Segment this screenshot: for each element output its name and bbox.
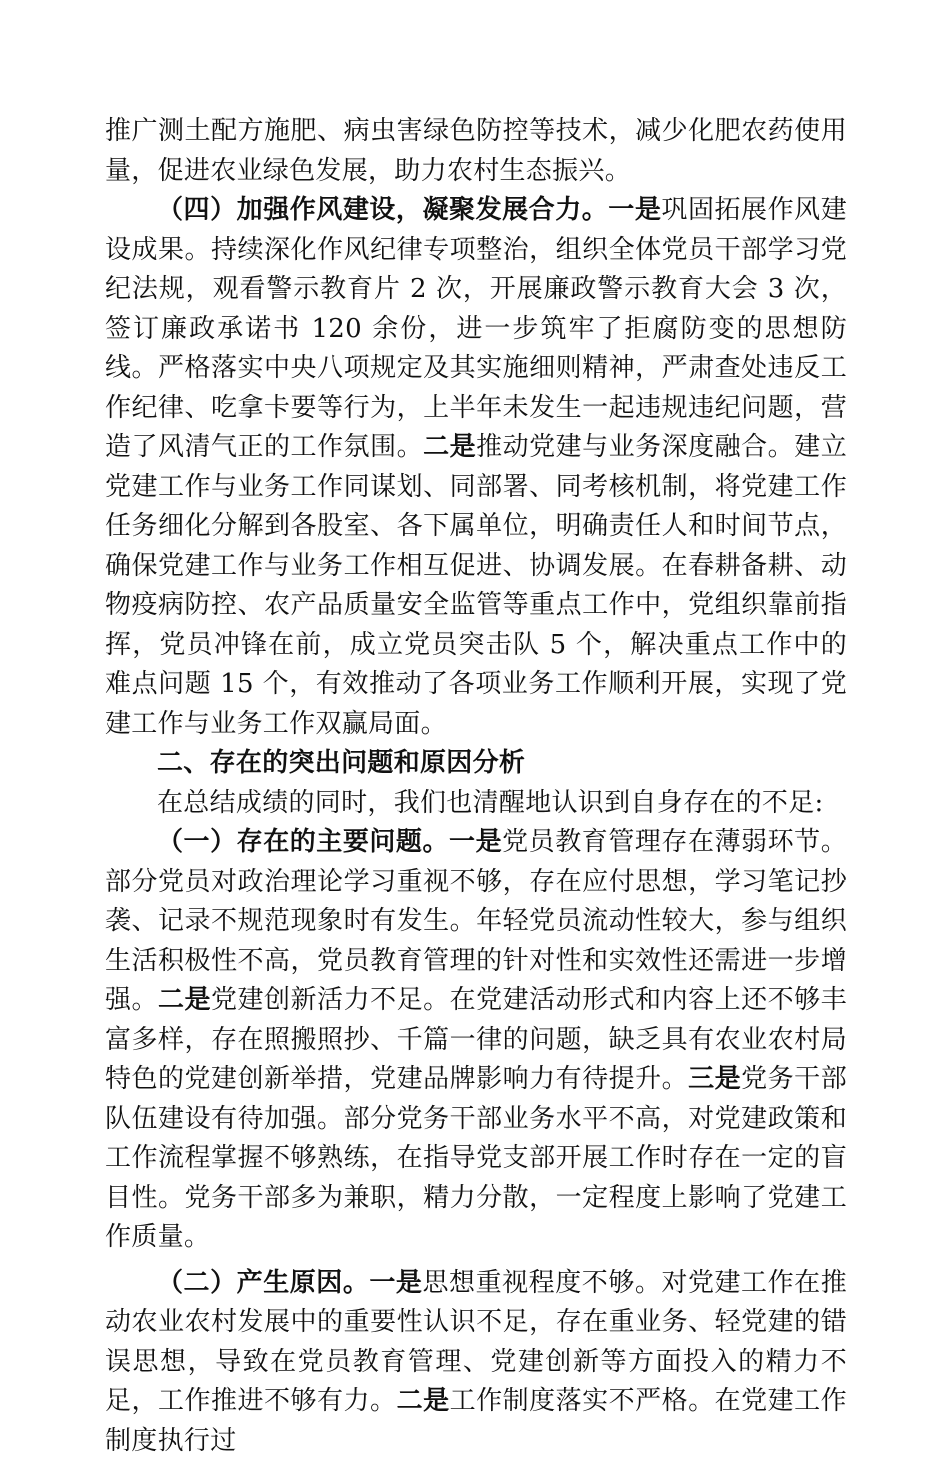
document-page [105, 112, 847, 1461]
section-heading-one: （一）存在的主要问题。一是 [157, 827, 502, 857]
heading-text: 二、存在的突出问题和原因分析 [157, 748, 525, 778]
paragraph-text: 思想重视程度不够。对党建工作在推动农业农村发展中的重要性认识不足，存在重业务、轻党建的错误思想，导致在党员教育管理、党建创新等方面投入的精力不足，工作推进不够有力。 [105, 1268, 847, 1417]
paragraph-text: 党务干部队伍建设有待加强。部分党务干部业务水平不高，对党建政策和工作流程掌握不够熟练，在指导党支部开展工作时存在一定的盲目性。党务干部多为兼职，精力分散，一定程度上影响了党建工作质量。 [105, 1064, 847, 1252]
paragraph-text: 推动党建与业务深度融合。建立党建工作与业务工作同谋划、同部署、同考核机制，将党建工作任务细化分解到各股室、各下属单位，明确责任人和时间节点，确保党建工作与业务工作相互促进、协调发展。在春耕备耕、动物疫病防控、农产品质量安全监管等重点工作中，党组织靠前指挥，党员冲锋在前，成立党员突击队 5 个，解决重点工作中的难点问题 15 个，有效推动了各项业务工作顺利开展，实现了党建工作与业务工作双赢局面。 [105, 432, 847, 739]
paragraph-text: 党员教育管理存在薄弱环节。部分党员对政治理论学习重视不够，存在应付思想，学习笔记抄袭、记录不规范现象时有发生。年轻党员流动性较大，参与组织生活积极性不高，党员教育管理的针对性和实效性还需进一步增强。 [105, 827, 847, 1015]
section-heading-problems [105, 744, 847, 784]
item-marker-two: 二是 [423, 432, 476, 462]
section-heading-four: （四）加强作风建设，凝聚发展合力。一是 [157, 195, 661, 225]
paragraph-text: 推广测土配方施肥、病虫害绿色防控等技术，减少化肥农药使用量，促进农业绿色发展，助力农村生态振兴。 [105, 116, 847, 186]
item-marker-two: 二是 [158, 985, 211, 1015]
paragraph-text: 在总结成绩的同时，我们也清醒地认识到自身存在的不足: [157, 788, 824, 818]
item-marker-three: 三是 [688, 1064, 741, 1094]
paragraph-intro [105, 784, 847, 824]
paragraph-text: 工作制度落实不严格。在党建工作制度执行过 [105, 1386, 847, 1456]
paragraph-text: 巩固拓展作风建设成果。持续深化作风纪律专项整治，组织全体党员干部学习党纪法规，观看警示教育片 2 次，开展廉政警示教育大会 3 次，签订廉政承诺书 120 余份，进一步筑牢了拒腐防变的思想防线。严格落实中央八项规定及其实施细则精神，严肃查处违反工作纪律、吃拿卡要等行为，上半年未发生一起违规违纪问题，营造了风清气正的工作氛围。 [105, 195, 847, 462]
paragraph-text: 党建创新活力不足。在党建活动形式和内容上还不够丰富多样，存在照搬照抄、千篇一律的问题，缺乏具有农业农村局特色的党建创新举措，党建品牌影响力有待提升。 [105, 985, 847, 1094]
section-heading-two: （二）产生原因。一是 [157, 1268, 422, 1298]
paragraph-ecology-tail [105, 112, 847, 191]
paragraph-work-style [105, 191, 847, 744]
paragraph-causes [105, 1264, 847, 1461]
item-marker-two: 二是 [397, 1386, 450, 1416]
paragraph-main-problems [105, 823, 847, 1258]
